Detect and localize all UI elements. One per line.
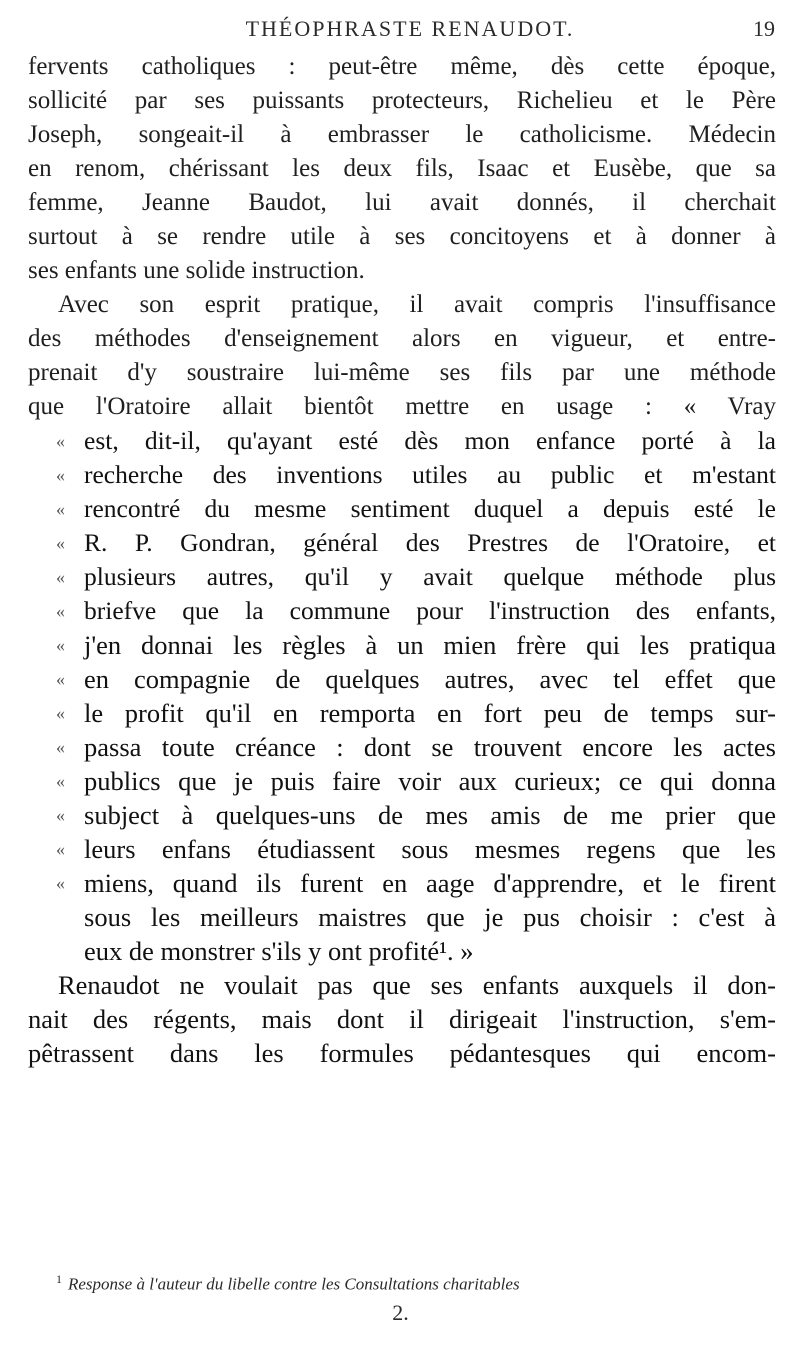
text-line: pêtrassent dans les formules pédantesques qui encom- — [28, 1038, 776, 1068]
quote-line: en compagnie de quelques autres, avec tel effet que — [84, 664, 776, 694]
quote-line: briefve que la commune pour l'instruction des enfants, — [84, 596, 776, 625]
text-line: prenait d'y soustraire lui-même ses fils par une méthode — [28, 359, 776, 386]
quote-line: recherche des inventions utiles au public et m'estant — [84, 460, 776, 489]
text-line: fervents catholiques : peut-être même, dès cette époque, — [28, 53, 776, 80]
running-title: THÉOPHRASTE RENAUDOT. — [245, 16, 575, 41]
quote-mark: « — [56, 635, 65, 655]
quote-mark: « — [56, 873, 65, 893]
quote-line: rencontré du mesme sentiment duquel a depuis esté le — [84, 494, 776, 523]
quote-line: publics que je puis faire voir aux curieux; ce qui donna — [84, 766, 776, 796]
quote-mark: « — [56, 601, 65, 621]
quote-line: eux de monstrer s'ils y ont profité¹. » — [84, 936, 474, 966]
quote-line: j'en donnai les règles à un mien frère qui les pratiqua — [84, 630, 776, 660]
quote-mark: « — [56, 805, 65, 825]
text-line: en renom, chérissant les deux fils, Isaac et Eusèbe, que sa — [28, 155, 776, 182]
quote-line: le profit qu'il en remporta en fort peu de temps sur- — [84, 698, 776, 728]
quote-line: R. P. Gondran, général des Prestres de l'Oratoire, et — [84, 528, 776, 557]
text-line: Renaudot ne voulait pas que ses enfants auxquels il don- — [58, 970, 776, 1000]
quote-mark: « — [56, 669, 65, 689]
footnote-mark: 1 — [56, 1272, 62, 1286]
text-line: des méthodes d'enseignement alors en vigueur, et entre- — [28, 325, 776, 352]
running-head — [0, 14, 801, 44]
quote-mark: « — [56, 567, 65, 587]
text-line: Avec son esprit pratique, il avait compris l'insuffisance — [58, 291, 776, 318]
quote-line: miens, quand ils furent en aage d'apprendre, et le firent — [84, 868, 776, 898]
quote-mark: « — [56, 737, 65, 757]
footnote-text: Response à l'auteur du libelle contre les Consultations charitables — [68, 1274, 520, 1294]
quote-mark: « — [56, 839, 65, 859]
footnote — [56, 1272, 776, 1295]
signature-mark: 2. — [392, 1300, 409, 1325]
quote-line: leurs enfans étudiassent sous mesmes regens que les — [84, 834, 776, 864]
text-line: que l'Oratoire allait bientôt mettre en usage : « Vray — [28, 393, 776, 420]
page-number: 19 — [753, 16, 775, 41]
quote-line: plusieurs autres, qu'il y avait quelque méthode plus — [84, 562, 776, 591]
quote-line: subject à quelques-uns de mes amis de me prier que — [84, 800, 776, 830]
quote-mark: « — [56, 431, 65, 451]
text-line: Joseph, songeait-il à embrasser le catholicisme. Médecin — [28, 121, 776, 148]
text-line: ses enfants une solide instruction. — [28, 257, 365, 284]
text-line: nait des régents, mais dont il dirigeait l'instruction, s'em- — [28, 1004, 776, 1034]
quote-line: est, dit-il, qu'ayant esté dès mon enfance porté à la — [84, 426, 776, 455]
quote-mark: « — [56, 465, 65, 485]
text-line: femme, Jeanne Baudot, lui avait donnés, il cherchait — [28, 189, 776, 216]
quote-line: sous les meilleurs maistres que je pus choisir : c'est à — [84, 902, 776, 932]
quote-mark: « — [56, 771, 65, 791]
quote-line: passa toute créance : dont se trouvent encore les actes — [84, 732, 776, 762]
quote-mark: « — [56, 499, 65, 519]
quote-mark: « — [56, 703, 65, 723]
quote-mark: « — [56, 533, 65, 553]
text-line: surtout à se rendre utile à ses concitoyens et à donner à — [28, 223, 776, 250]
text-line: sollicité par ses puissants protecteurs, Richelieu et le Père — [28, 87, 776, 114]
